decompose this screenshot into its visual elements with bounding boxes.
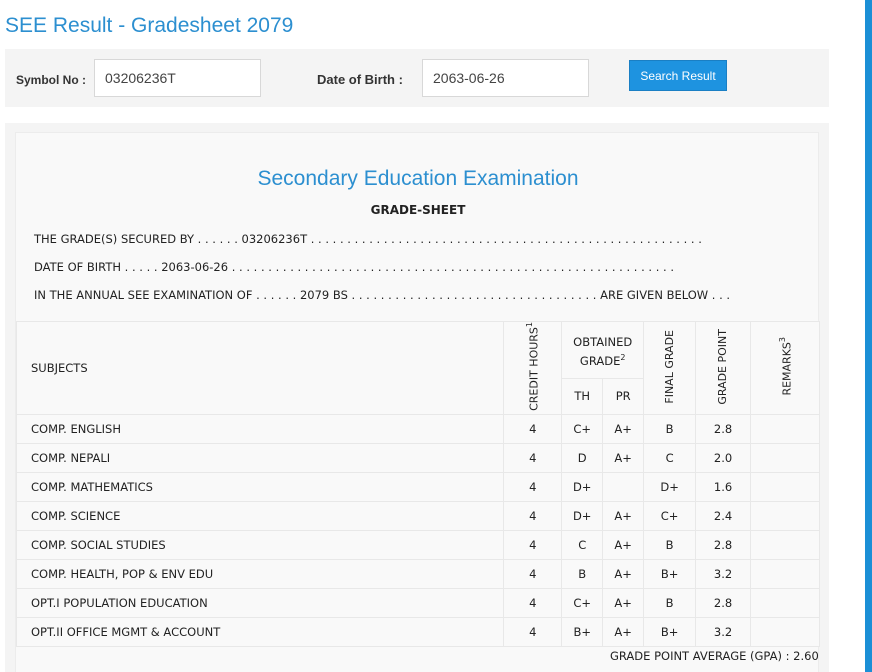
final-grade-cell: C+: [644, 501, 696, 530]
dob-label: Date of Birth :: [317, 72, 403, 87]
credit-cell: 4: [504, 530, 562, 559]
gpa-summary: GRADE POINT AVERAGE (GPA) : 2.60: [610, 649, 819, 663]
remarks-cell: [751, 617, 820, 646]
table-row: [17, 501, 820, 530]
grade-point-cell: 1.6: [696, 472, 751, 501]
search-panel: [5, 49, 829, 107]
table-row: [17, 588, 820, 617]
final-grade-cell: B: [644, 588, 696, 617]
grade-point-cell: 3.2: [696, 617, 751, 646]
final-grade-cell: B+: [644, 559, 696, 588]
pr-grade-cell: A+: [603, 530, 644, 559]
subject-cell: COMP. HEALTH, POP & ENV EDU: [17, 559, 504, 588]
credit-cell: 4: [504, 414, 562, 443]
remarks-cell: [751, 530, 820, 559]
remarks-cell: [751, 501, 820, 530]
pr-grade-cell: A+: [603, 617, 644, 646]
header-credit-hours: CREDIT HOURS$^1$: [504, 322, 562, 415]
gradesheet: [15, 132, 819, 672]
pr-grade-cell: A+: [603, 588, 644, 617]
pr-grade-cell: A+: [603, 443, 644, 472]
symbol-label: Symbol No :: [16, 73, 87, 87]
subject-cell: COMP. NEPALI: [17, 443, 504, 472]
grade-secured-by-line: THE GRADE(S) SECURED BY . . . . . . 03206236T . . . . . . . . . . . . . . . . . . . . . . . . . . . . . . . . . . . . . . . . . . . . . . . . . . . . . .: [34, 232, 702, 246]
pr-grade-cell: [603, 472, 644, 501]
th-grade-cell: C: [562, 530, 603, 559]
header-remarks: REMARKS$^3$: [751, 322, 820, 415]
grade-point-cell: 2.0: [696, 443, 751, 472]
th-grade-cell: C+: [562, 414, 603, 443]
grade-point-cell: 3.2: [696, 559, 751, 588]
header-obtained-grade: OBTAINED GRADE$^2$: [562, 322, 644, 379]
th-grade-cell: D: [562, 443, 603, 472]
symbol-input[interactable]: [94, 59, 261, 97]
remarks-cell: [751, 472, 820, 501]
table-row: [17, 414, 820, 443]
header-final-grade: FINAL GRADE: [644, 322, 696, 415]
exam-title: Secondary Education Examination: [257, 167, 579, 190]
dob-input[interactable]: [422, 59, 589, 97]
final-grade-cell: D+: [644, 472, 696, 501]
subject-cell: COMP. MATHEMATICS: [17, 472, 504, 501]
header-subjects: SUBJECTS: [17, 322, 504, 415]
subject-cell: OPT.II OFFICE MGMT & ACCOUNT: [17, 617, 504, 646]
grade-point-cell: 2.8: [696, 588, 751, 617]
credit-cell: 4: [504, 559, 562, 588]
table-row: [17, 472, 820, 501]
th-grade-cell: B+: [562, 617, 603, 646]
subject-cell: COMP. ENGLISH: [17, 414, 504, 443]
remarks-cell: [751, 414, 820, 443]
final-grade-cell: B: [644, 414, 696, 443]
subject-cell: COMP. SOCIAL STUDIES: [17, 530, 504, 559]
grade-point-cell: 2.8: [696, 530, 751, 559]
final-grade-cell: B: [644, 530, 696, 559]
header-th: TH: [562, 378, 603, 414]
table-row: [17, 443, 820, 472]
remarks-cell: [751, 588, 820, 617]
pr-grade-cell: A+: [603, 501, 644, 530]
remarks-cell: [751, 559, 820, 588]
search-result-button[interactable]: Search Result: [629, 60, 727, 91]
remarks-cell: [751, 443, 820, 472]
th-grade-cell: D+: [562, 501, 603, 530]
final-grade-cell: B+: [644, 617, 696, 646]
th-grade-cell: D+: [562, 472, 603, 501]
gradesheet-heading: GRADE-SHEET: [370, 203, 466, 217]
grade-table: [16, 321, 820, 647]
subject-cell: COMP. SCIENCE: [17, 501, 504, 530]
date-of-birth-line: DATE OF BIRTH . . . . . 2063-06-26 . . . . . . . . . . . . . . . . . . . . . . . . . . . . . . . . . . . . . . . . . . . . . . . . . . . . . . . . . . . . .: [34, 260, 675, 274]
credit-cell: 4: [504, 501, 562, 530]
examination-line: IN THE ANNUAL SEE EXAMINATION OF . . . . . . 2079 BS . . . . . . . . . . . . . . . . . . . . . . . . . . . . . . . . . . ARE GIVEN BELOW . . .: [34, 288, 731, 302]
table-row: [17, 530, 820, 559]
final-grade-cell: C: [644, 443, 696, 472]
credit-cell: 4: [504, 588, 562, 617]
credit-cell: 4: [504, 617, 562, 646]
scrollbar[interactable]: [865, 0, 872, 672]
th-grade-cell: C+: [562, 588, 603, 617]
page-title: SEE Result - Gradesheet 2079: [5, 14, 294, 37]
subject-cell: OPT.I POPULATION EDUCATION: [17, 588, 504, 617]
credit-cell: 4: [504, 472, 562, 501]
header-grade-point: GRADE POINT: [696, 322, 751, 415]
th-grade-cell: B: [562, 559, 603, 588]
credit-cell: 4: [504, 443, 562, 472]
pr-grade-cell: A+: [603, 414, 644, 443]
gradesheet-container: [5, 123, 829, 672]
header-pr: PR: [603, 378, 644, 414]
table-row: [17, 559, 820, 588]
grade-point-cell: 2.8: [696, 414, 751, 443]
pr-grade-cell: A+: [603, 559, 644, 588]
table-row: [17, 617, 820, 646]
grade-point-cell: 2.4: [696, 501, 751, 530]
